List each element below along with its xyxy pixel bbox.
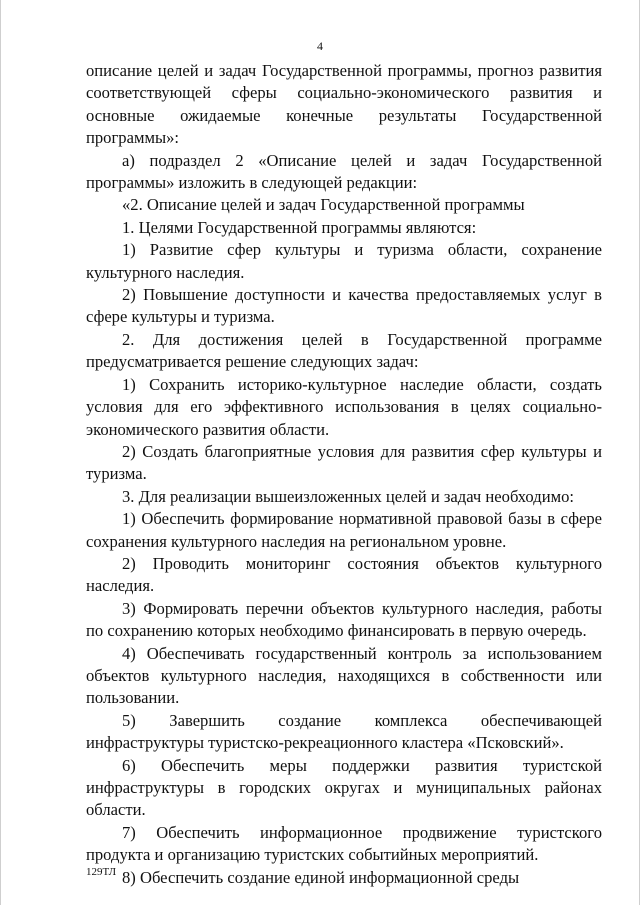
paragraph-goals-intro: 1. Целями Государственной программы являются: [122,217,477,237]
document-footer-code: 129ТЛ [86,866,117,878]
paragraph-goal-1: 1) Развитие сфер культуры и туризма области, сохранение культурного наследия. [86,240,602,282]
paragraph-measure-6: 6) Обеспечить меры поддержки развития туристской инфраструктуры в городских округах и муниципальных районах области. [86,755,602,820]
paragraph-goal-2: 2) Повышение доступности и качества предоставляемых услуг в сфере культуры и туризма. [86,285,602,327]
scan-edge-left [0,0,1,905]
paragraph-measure-5: 5) Завершить создание комплекса обеспечивающей инфраструктуры туристско-рекреационного кластера «Псковский». [86,710,602,753]
paragraph-subsection-a: а) подраздел 2 «Описание целей и задач Государственной программы» изложить в следующей редакции: [86,150,602,193]
paragraph-task-1: 1) Сохранить историко-культурное наследие области, создать условия для его эффективного использования в целях социально-экономического развития области. [86,374,602,439]
document-body [86,60,602,889]
paragraph-measure-2: 2) Проводить мониторинг состояния объектов культурного наследия. [86,553,602,596]
paragraph-task-2: 2) Создать благоприятные условия для развития сфер культуры и туризма. [86,441,602,484]
paragraph-tasks-intro: 2. Для достижения целей в Государственной программе предусматривается решение следующих задач: [86,329,602,372]
paragraph-measure-8: 8) Обеспечить создание единой информационной среды [122,867,520,887]
paragraph-measure-3: 3) Формировать перечни объектов культурного наследия, работы по сохранению которых необходимо финансировать в первую очередь. [86,598,602,641]
paragraph-continuation: описание целей и задач Государственной программы, прогноз развития соответствующей сферы социально-экономического развития и основные ожидаемые конечные результаты Государственной программы»: [86,61,602,148]
paragraph-measures-intro: 3. Для реализации вышеизложенных целей и задач необходимо: [122,486,574,506]
paragraph-section-heading: «2. Описание целей и задач Государственной программы [122,195,525,215]
paragraph-measure-4: 4) Обеспечивать государственный контроль за использованием объектов культурного наследия, находящихся в собственности или пользовании. [86,643,602,708]
page-number: 4 [317,39,323,53]
paragraph-measure-1: 1) Обеспечить формирование нормативной правовой базы в сфере сохранения культурного наследия на региональном уровне. [86,509,602,551]
paragraph-measure-7: 7) Обеспечить информационное продвижение туристского продукта и организацию туристских событийных мероприятий. [86,822,602,865]
